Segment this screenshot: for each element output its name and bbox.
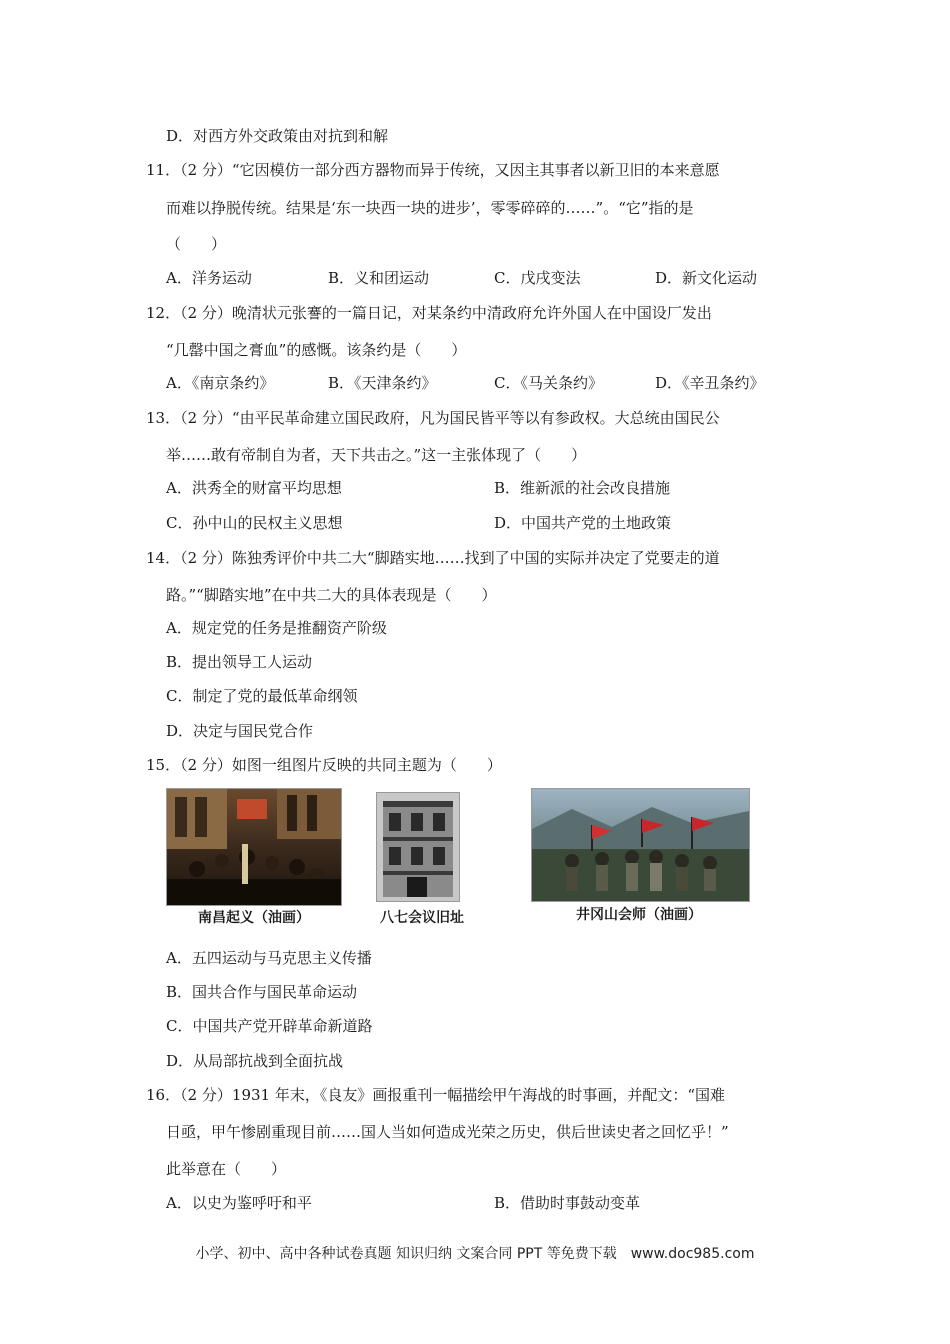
nanchang-uprising-illustration — [167, 789, 341, 905]
q16-stem-line2: 日亟，甲午惨剧重现目前……国人当如何造成光荣之历史，供后世读史者之回忆乎！” — [166, 1123, 729, 1141]
q12-option-d: D．《辛丑条约》 — [655, 374, 765, 392]
q15-option-d: D．从局部抗战到全面抗战 — [166, 1052, 344, 1070]
q14-stem-line1: 14．（2 分）陈独秀评价中共二大“脚踏实地……找到了中国的实际并决定了党要走的道 — [146, 549, 720, 567]
nanchang-uprising-painting — [166, 788, 342, 906]
q14-option-a: A．规定党的任务是推翻资产阶级 — [166, 619, 387, 637]
august-seventh-meeting-site-photo — [376, 792, 460, 902]
q12-option-b: B．《天津条约》 — [328, 374, 437, 392]
meeting-site-illustration — [377, 793, 459, 901]
q13-stem-line2: 举……敢有帝制自为者，天下共击之。”这一主张体现了（ ） — [166, 446, 587, 464]
caption-august-seventh-meeting: 八七会议旧址 — [380, 910, 464, 926]
q14-option-b: B．提出领导工人运动 — [166, 653, 313, 671]
q15-stem-line1: 15．（2 分）如图一组图片反映的共同主题为（ ） — [146, 756, 502, 774]
q11-option-d: D．新文化运动 — [655, 269, 758, 287]
q12-option-c: C．《马关条约》 — [494, 374, 603, 392]
q12-stem-line1: 12．（2 分）晚清状元张謇的一篇日记，对某条约中清政府允许外国人在中国设厂发出 — [146, 304, 712, 322]
caption-nanchang-uprising: 南昌起义（油画） — [198, 910, 310, 926]
q13-option-d: D．中国共产党的土地政策 — [494, 514, 672, 532]
q10-option-d: D．对西方外交政策由对抗到和解 — [166, 127, 389, 145]
q13-option-a: A．洪秀全的财富平均思想 — [166, 479, 342, 497]
q13-stem-line1: 13．（2 分）“由平民革命建立国民政府，凡为国民皆平等以有参政权。大总统由国民公 — [146, 409, 720, 427]
q15-option-c: C．中国共产党开辟革命新道路 — [166, 1017, 373, 1035]
q14-stem-line2: 路。”“脚踏实地”在中共二大的具体表现是（ ） — [166, 586, 497, 604]
q11-stem-line1: 11．（2 分）“它因模仿一部分西方器物而异于传统，又因主其事者以新卫旧的本来意愿 — [146, 161, 720, 179]
caption-jinggangshan-rendezvous: 井冈山会师（油画） — [576, 907, 702, 923]
jinggangshan-rendezvous-painting — [531, 788, 750, 902]
q14-option-c: C．制定了党的最低革命纲领 — [166, 687, 358, 705]
q11-stem-line3: （ ） — [166, 235, 227, 253]
q11-stem-line2: 而难以挣脱传统。结果是‘东一块西一块的进步’，零零碎碎的……”。“它”指的是 — [166, 199, 694, 217]
q14-option-d: D．决定与国民党合作 — [166, 722, 314, 740]
q16-option-a: A．以史为鉴呼吁和平 — [166, 1194, 312, 1212]
q12-option-a: A．《南京条约》 — [166, 374, 275, 392]
q15-option-b: B．国共合作与国民革命运动 — [166, 983, 358, 1001]
q16-stem-line1: 16．（2 分）1931 年末，《良友》画报重刊一幅描绘甲午海战的时事画，并配文：“国难 — [146, 1086, 726, 1104]
q13-option-b: B．维新派的社会改良措施 — [494, 479, 671, 497]
q15-option-a: A．五四运动与马克思主义传播 — [166, 949, 372, 967]
q12-stem-line2: “几罄中国之膏血”的感慨。该条约是（ ） — [166, 341, 467, 359]
page-footer: 小学、初中、高中各种试卷真题 知识归纳 文案合同 PPT 等免费下载 www.doc985.com — [195, 1246, 755, 1262]
jinggangshan-illustration — [532, 789, 749, 901]
q11-option-c: C．戊戌变法 — [494, 269, 581, 287]
q11-option-a: A．洋务运动 — [166, 269, 252, 287]
q16-stem-line3: 此举意在（ ） — [166, 1160, 287, 1178]
q16-option-b: B．借助时事鼓动变革 — [494, 1194, 641, 1212]
q11-option-b: B．义和团运动 — [328, 269, 430, 287]
q13-option-c: C．孙中山的民权主义思想 — [166, 514, 343, 532]
